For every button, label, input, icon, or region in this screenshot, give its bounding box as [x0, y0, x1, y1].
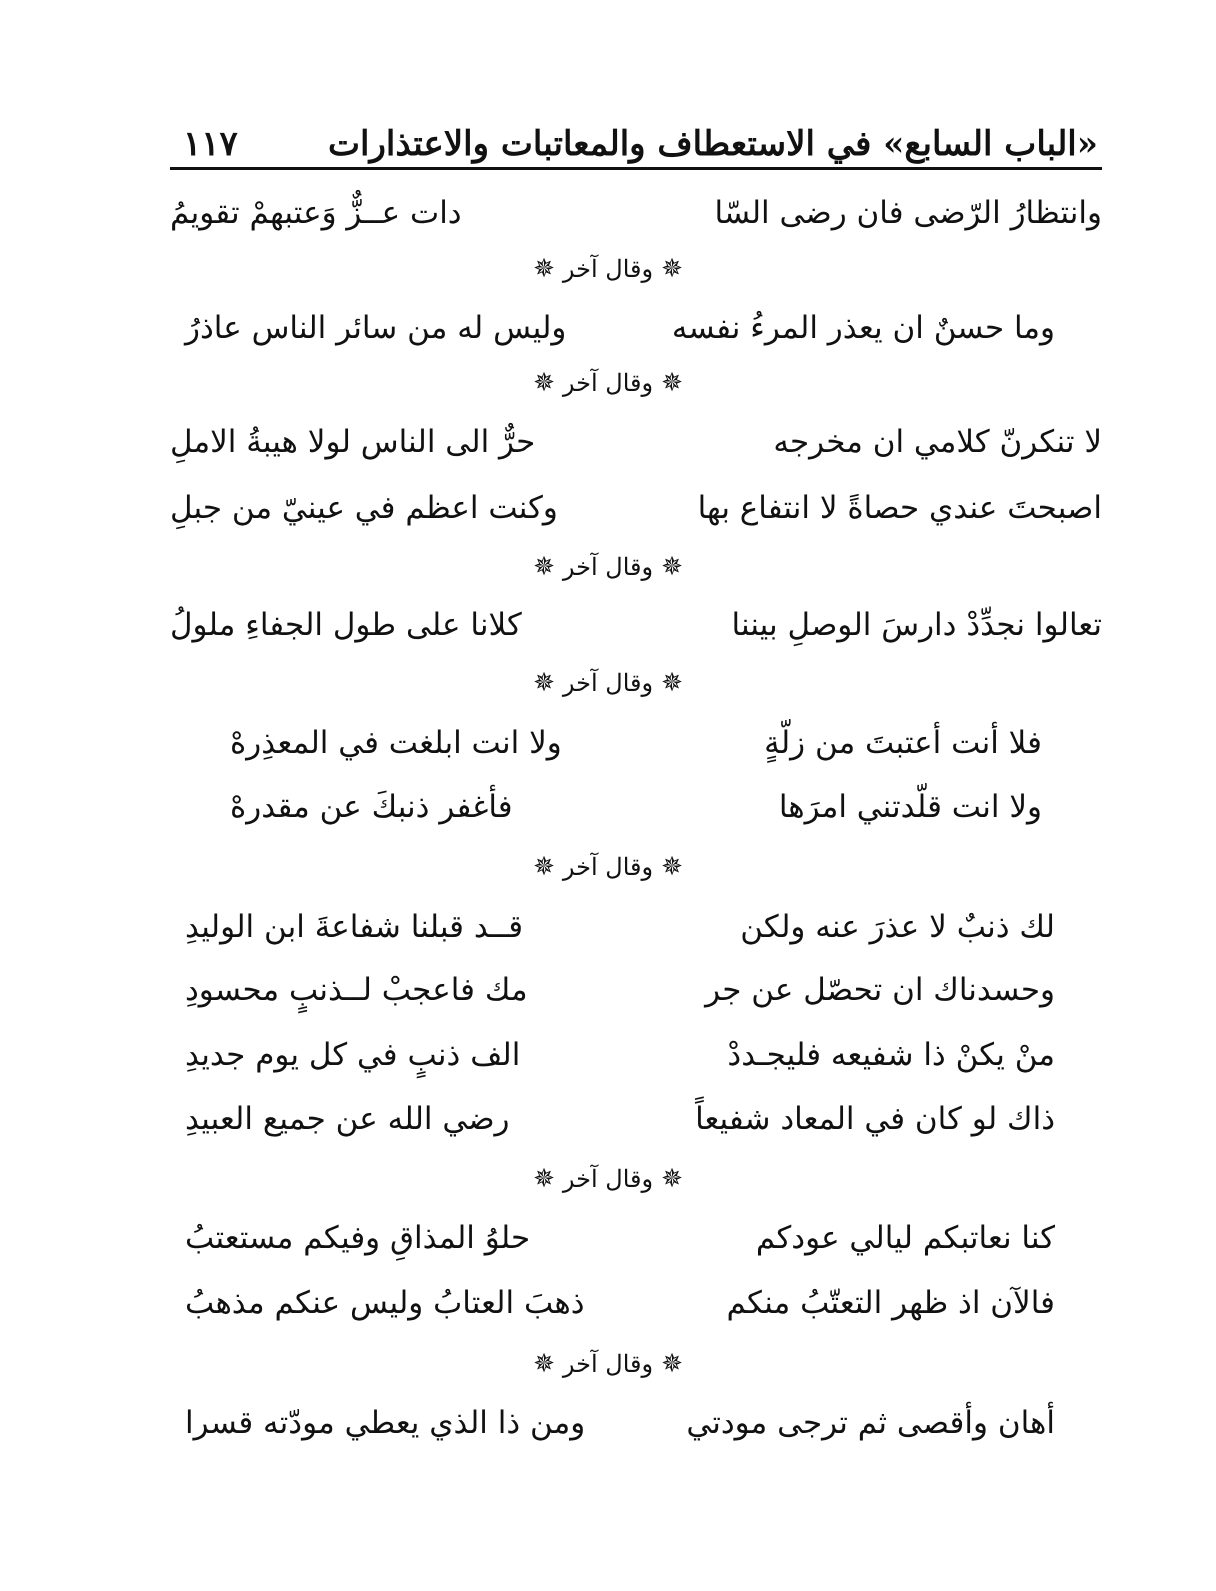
section-marker [0, 662, 1216, 700]
marker-label: وقال آخر [562, 852, 654, 881]
first-hemistich: لا تنكرنّ كلامي ان مخرجه [773, 424, 1102, 460]
second-hemistich: وكنت اعظم في عينيّ من جبلِ [170, 490, 558, 526]
section-marker [0, 1343, 1216, 1381]
verse-line [170, 188, 1102, 238]
second-hemistich: ذهبَ العتابُ وليس عنكم مذهبُ [185, 1285, 585, 1321]
ornament-icon: ✵ [533, 1163, 555, 1194]
second-hemistich: الف ذنبٍ في كل يوم جديدِ [185, 1037, 521, 1073]
ornament-icon: ✵ [533, 667, 555, 698]
ornament-icon: ✵ [533, 1348, 555, 1379]
verse-line [185, 1398, 1055, 1448]
page-header [183, 112, 1098, 164]
verse-line [185, 303, 1055, 353]
ornament-icon: ✵ [661, 253, 683, 284]
second-hemistich: قــد قبلنا شفاعةَ ابن الوليدِ [185, 909, 524, 945]
verse-line [185, 1278, 1055, 1328]
verse-line [185, 965, 1055, 1015]
verse-line [170, 417, 1102, 467]
second-hemistich: ولا انت ابلغت في المعذِرهْ [230, 725, 562, 761]
ornament-icon: ✵ [661, 1163, 683, 1194]
marker-label: وقال آخر [562, 1164, 654, 1193]
section-marker [0, 362, 1216, 400]
second-hemistich: مك فاعجبْ لــذنبٍ محسودِ [185, 972, 528, 1008]
verse-line [170, 600, 1102, 650]
ornament-icon: ✵ [661, 551, 683, 582]
first-hemistich: منْ يكنْ ذا شفيعه فليجـددْ [727, 1037, 1055, 1073]
second-hemistich: رضي الله عن جميع العبيدِ [185, 1101, 510, 1137]
verse-line [185, 1030, 1055, 1080]
marker-label: وقال آخر [562, 1349, 654, 1378]
marker-label: وقال آخر [562, 552, 654, 581]
verse-line [230, 782, 1042, 832]
verse-line [170, 483, 1102, 533]
section-marker [0, 248, 1216, 286]
page-number: ١١٧ [183, 124, 238, 164]
ornament-icon: ✵ [661, 1348, 683, 1379]
marker-label: وقال آخر [562, 254, 654, 283]
second-hemistich: ومن ذا الذي يعطي مودّته قسرا [185, 1405, 586, 1441]
first-hemistich: وما حسنٌ ان يعذر المرءُ نفسه [671, 310, 1055, 346]
chapter-title: «الباب السابع» في الاستعطاف والمعاتبات والاعتذارات [328, 124, 1098, 164]
ornament-icon: ✵ [661, 667, 683, 698]
section-marker [0, 546, 1216, 584]
ornament-icon: ✵ [661, 851, 683, 882]
marker-label: وقال آخر [562, 668, 654, 697]
ornament-icon: ✵ [533, 253, 555, 284]
first-hemistich: تعالوا نجدِّدْ دارسَ الوصلِ بيننا [731, 607, 1102, 643]
section-marker [0, 846, 1216, 884]
second-hemistich: حرٌّ الى الناس لولا هيبةُ الاملِ [170, 424, 536, 460]
first-hemistich: أهان وأقصى ثم ترجى مودتي [686, 1405, 1055, 1441]
second-hemistich: فأغفر ذنبكَ عن مقدرهْ [230, 789, 513, 825]
first-hemistich: فلا أنت أعتبتَ من زلّةٍ [764, 725, 1042, 761]
first-hemistich: ولا انت قلّدتني امرَها [778, 789, 1042, 825]
marker-label: وقال آخر [562, 368, 654, 397]
first-hemistich: لك ذنبٌ لا عذرَ عنه ولكن [740, 909, 1055, 945]
first-hemistich: وانتظارُ الرّضى فان رضى السّا [714, 195, 1102, 231]
second-hemistich: دات عــزٌّ وَعتبهمْ تقويمُ [170, 195, 462, 231]
ornament-icon: ✵ [661, 367, 683, 398]
header-rule [170, 167, 1102, 170]
first-hemistich: وحسدناك ان تحصّل عن جر [705, 972, 1055, 1008]
verse-line [230, 718, 1042, 768]
second-hemistich: وليس له من سائر الناس عاذرُ [185, 310, 567, 346]
first-hemistich: كنا نعاتبكم ليالي عودكم [755, 1220, 1055, 1256]
first-hemistich: اصبحتَ عندي حصاةً لا انتفاع بها [697, 490, 1102, 526]
second-hemistich: كلانا على طول الجفاءِ ملولُ [170, 607, 522, 643]
ornament-icon: ✵ [533, 367, 555, 398]
first-hemistich: فالآن اذ ظهر التعتّبُ منكم [726, 1285, 1055, 1321]
ornament-icon: ✵ [533, 551, 555, 582]
second-hemistich: حلوُ المذاقِ وفيكم مستعتبُ [185, 1220, 531, 1256]
verse-line [185, 1094, 1055, 1144]
section-marker [0, 1158, 1216, 1196]
ornament-icon: ✵ [533, 851, 555, 882]
first-hemistich: ذاك لو كان في المعاد شفيعاً [695, 1101, 1055, 1137]
verse-line [185, 1213, 1055, 1263]
verse-line [185, 902, 1055, 952]
